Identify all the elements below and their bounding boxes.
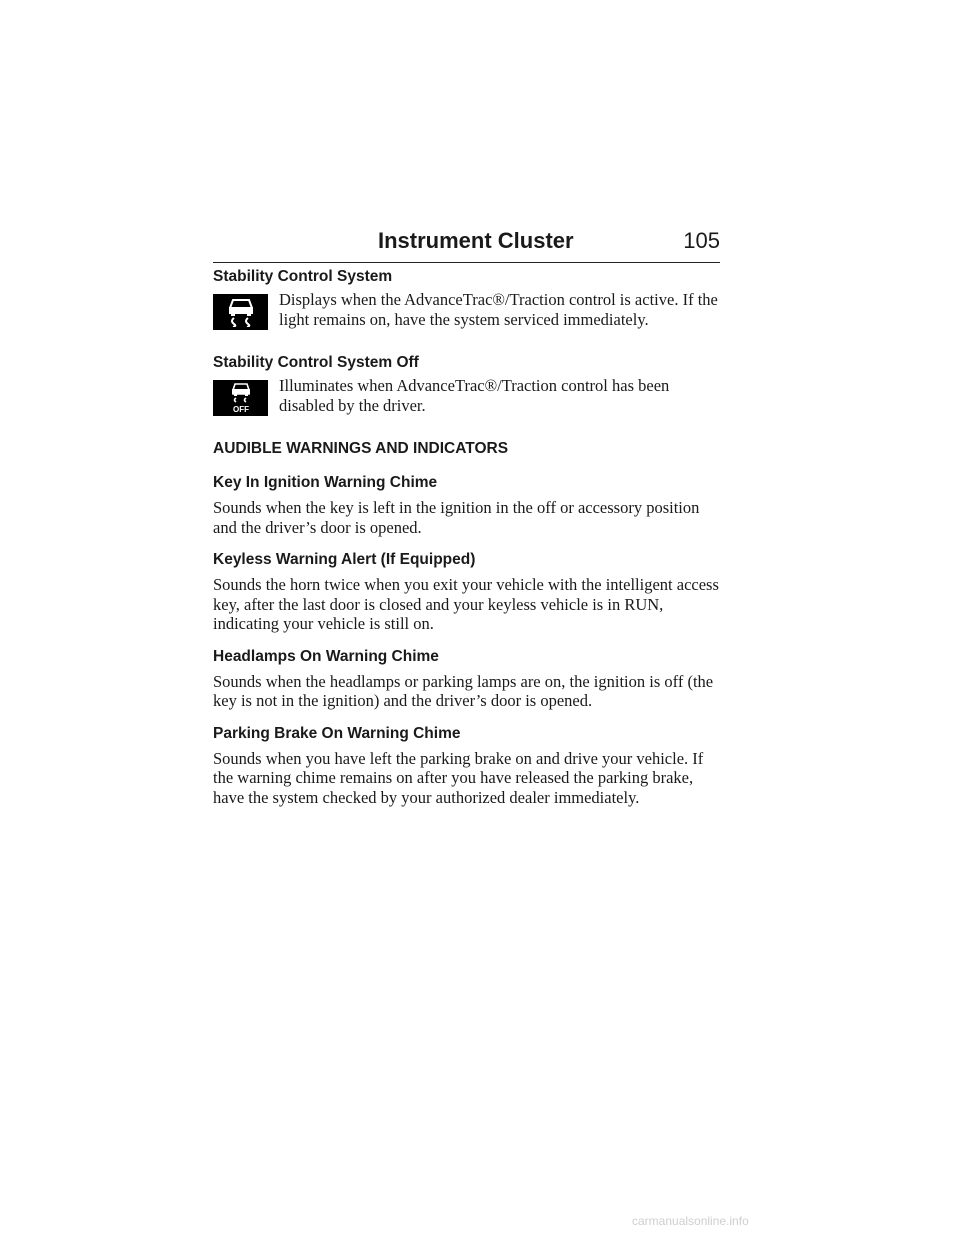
stability-control-icon xyxy=(213,294,268,330)
stability-control-off-icon xyxy=(213,380,268,416)
section-parking-brake-chime xyxy=(213,723,720,808)
section-title: Stability Control System Off xyxy=(213,354,419,371)
section-title: Key In Ignition Warning Chime xyxy=(213,474,438,491)
section-text: Illuminates when AdvanceTrac®/Traction control has been disabled by the driver. xyxy=(279,376,670,415)
off-icon-label: OFF xyxy=(232,405,249,414)
section-title: Keyless Warning Alert (If Equipped) xyxy=(213,551,476,568)
chapter-title: Instrument Cluster xyxy=(378,228,574,253)
section-headlamps-chime xyxy=(213,646,720,711)
section-text: Sounds the horn twice when you exit your vehicle with the intelligent access key, after the last door is closed and your keyless vehicle is in RUN, indicating your vehicle is still on. xyxy=(213,575,719,633)
section-heading: AUDIBLE WARNINGS AND INDICATORS xyxy=(213,440,509,457)
icon-row xyxy=(213,290,720,330)
section-stability-control-off xyxy=(213,352,720,416)
section-key-in-ignition xyxy=(213,472,720,537)
section-text: Sounds when the headlamps or parking lamps are on, the ignition is off (the key is not in the ignition) and the driver’s door is opened. xyxy=(213,671,714,710)
section-title: Stability Control System xyxy=(213,268,393,285)
page-content xyxy=(213,266,720,807)
page-number: 105 xyxy=(683,228,720,253)
section-title: Parking Brake On Warning Chime xyxy=(213,724,461,742)
page-header xyxy=(213,228,720,263)
icon-row xyxy=(213,376,720,416)
section-text: Sounds when you have left the parking brake on and drive your vehicle. If the warning chime remains on after you have released the parking brake, have the system checked by your authorized dealer immediately. xyxy=(213,748,704,807)
section-text: Displays when the AdvanceTrac®/Traction control is active. If the light remains on, have the system serviced immediately. xyxy=(279,290,718,329)
section-keyless-warning xyxy=(213,549,720,634)
section-title: Headlamps On Warning Chime xyxy=(213,647,439,665)
watermark-text: carmanualsonline.info xyxy=(632,1214,749,1228)
section-stability-control xyxy=(213,266,720,330)
section-audible-warnings xyxy=(213,438,720,460)
section-text: Sounds when the key is left in the ignition in the off or accessory position and the driver’s door is opened. xyxy=(213,498,700,537)
